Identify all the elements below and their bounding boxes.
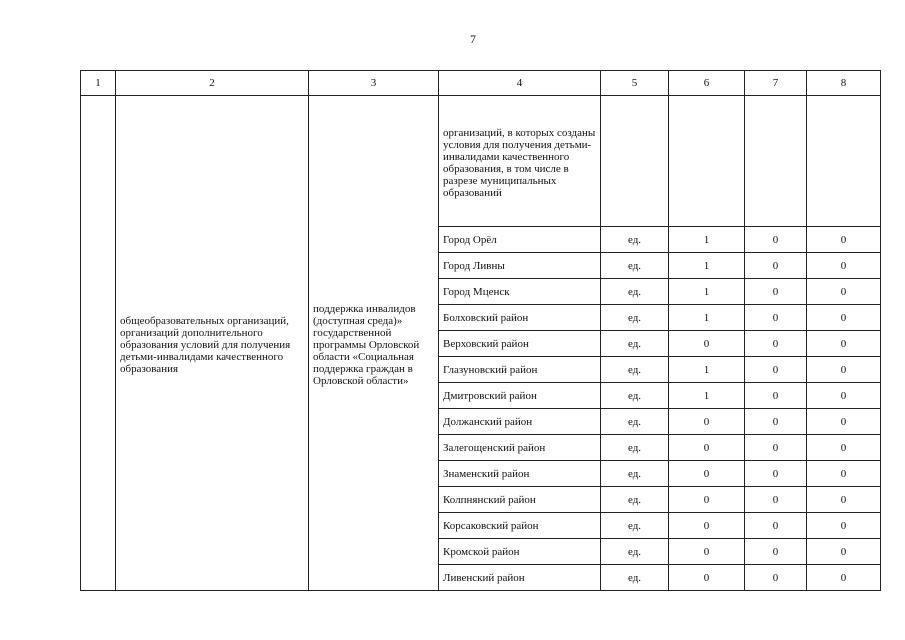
unit-cell: ед. [601, 513, 669, 539]
value-col6: 0 [669, 331, 745, 357]
value-col8: 0 [807, 435, 881, 461]
municipality-name: Ливенский район [439, 565, 601, 591]
unit-cell: ед. [601, 227, 669, 253]
unit-cell: ед. [601, 409, 669, 435]
municipality-name: Колпнянский район [439, 487, 601, 513]
value-col7: 0 [745, 513, 807, 539]
col2-cell [116, 96, 309, 591]
municipality-name: Глазуновский район [439, 357, 601, 383]
col3-cell [309, 96, 439, 591]
value-col7: 0 [745, 305, 807, 331]
municipality-name: Болховский район [439, 305, 601, 331]
col4-intro-text: организаций, в которых созданы условия для получения детьми-инвалидами качественного образования, в том числе в разрезе муниципальных образований [443, 127, 596, 199]
unit-cell: ед. [601, 331, 669, 357]
value-col8: 0 [807, 487, 881, 513]
unit-cell: ед. [601, 487, 669, 513]
unit-cell: ед. [601, 305, 669, 331]
value-col7: 0 [745, 357, 807, 383]
value-col6: 1 [669, 279, 745, 305]
value-col6: 1 [669, 383, 745, 409]
col6-empty-cell [669, 96, 745, 227]
value-col8: 0 [807, 383, 881, 409]
unit-cell: ед. [601, 539, 669, 565]
value-col6: 0 [669, 461, 745, 487]
col2-text: общеобразовательных организаций, организаций дополнительного образования условий для получения детьми-инвалидами качественного образования [120, 315, 291, 375]
municipality-name: Город Орёл [439, 227, 601, 253]
col1-cell [81, 96, 116, 591]
municipality-name: Верховский район [439, 331, 601, 357]
header-cell: 8 [807, 71, 881, 96]
value-col8: 0 [807, 357, 881, 383]
col5-empty-cell [601, 96, 669, 227]
header-cell: 5 [601, 71, 669, 96]
document-table [80, 70, 881, 591]
municipality-name: Должанский район [439, 409, 601, 435]
municipality-name: Кромской район [439, 539, 601, 565]
header-cell: 2 [116, 71, 309, 96]
header-cell: 3 [309, 71, 439, 96]
value-col6: 1 [669, 305, 745, 331]
header-cell: 7 [745, 71, 807, 96]
value-col8: 0 [807, 227, 881, 253]
value-col8: 0 [807, 513, 881, 539]
value-col6: 0 [669, 409, 745, 435]
header-row [81, 71, 881, 96]
unit-cell: ед. [601, 357, 669, 383]
municipality-name: Город Мценск [439, 279, 601, 305]
value-col7: 0 [745, 279, 807, 305]
page-number: 7 [470, 32, 476, 46]
col4-intro-cell [439, 96, 601, 227]
value-col8: 0 [807, 331, 881, 357]
value-col6: 1 [669, 357, 745, 383]
value-col7: 0 [745, 409, 807, 435]
unit-cell: ед. [601, 383, 669, 409]
unit-cell: ед. [601, 279, 669, 305]
col7-empty-cell [745, 96, 807, 227]
value-col7: 0 [745, 383, 807, 409]
value-col7: 0 [745, 227, 807, 253]
value-col7: 0 [745, 331, 807, 357]
col8-empty-cell [807, 96, 881, 227]
value-col8: 0 [807, 253, 881, 279]
municipality-name: Дмитровский район [439, 383, 601, 409]
municipality-name: Корсаковский район [439, 513, 601, 539]
value-col7: 0 [745, 435, 807, 461]
value-col7: 0 [745, 487, 807, 513]
municipality-name: Залегощенский район [439, 435, 601, 461]
value-col6: 1 [669, 253, 745, 279]
value-col7: 0 [745, 253, 807, 279]
value-col8: 0 [807, 539, 881, 565]
value-col6: 0 [669, 565, 745, 591]
municipality-name: Город Ливны [439, 253, 601, 279]
unit-cell: ед. [601, 435, 669, 461]
value-col8: 0 [807, 305, 881, 331]
unit-cell: ед. [601, 253, 669, 279]
unit-cell: ед. [601, 565, 669, 591]
value-col7: 0 [745, 461, 807, 487]
value-col8: 0 [807, 279, 881, 305]
municipality-name: Знаменский район [439, 461, 601, 487]
value-col7: 0 [745, 539, 807, 565]
header-cell: 6 [669, 71, 745, 96]
value-col8: 0 [807, 565, 881, 591]
value-col6: 0 [669, 487, 745, 513]
value-col8: 0 [807, 409, 881, 435]
value-col6: 0 [669, 435, 745, 461]
value-col8: 0 [807, 461, 881, 487]
value-col6: 0 [669, 539, 745, 565]
header-cell: 4 [439, 71, 601, 96]
description-row [81, 96, 881, 227]
unit-cell: ед. [601, 461, 669, 487]
value-col6: 0 [669, 513, 745, 539]
value-col6: 1 [669, 227, 745, 253]
col3-text: поддержка инвалидов (доступная среда)» государственной программы Орловской области «Социальная поддержка граждан в Орловской области» [313, 303, 420, 387]
value-col7: 0 [745, 565, 807, 591]
header-cell: 1 [81, 71, 116, 96]
